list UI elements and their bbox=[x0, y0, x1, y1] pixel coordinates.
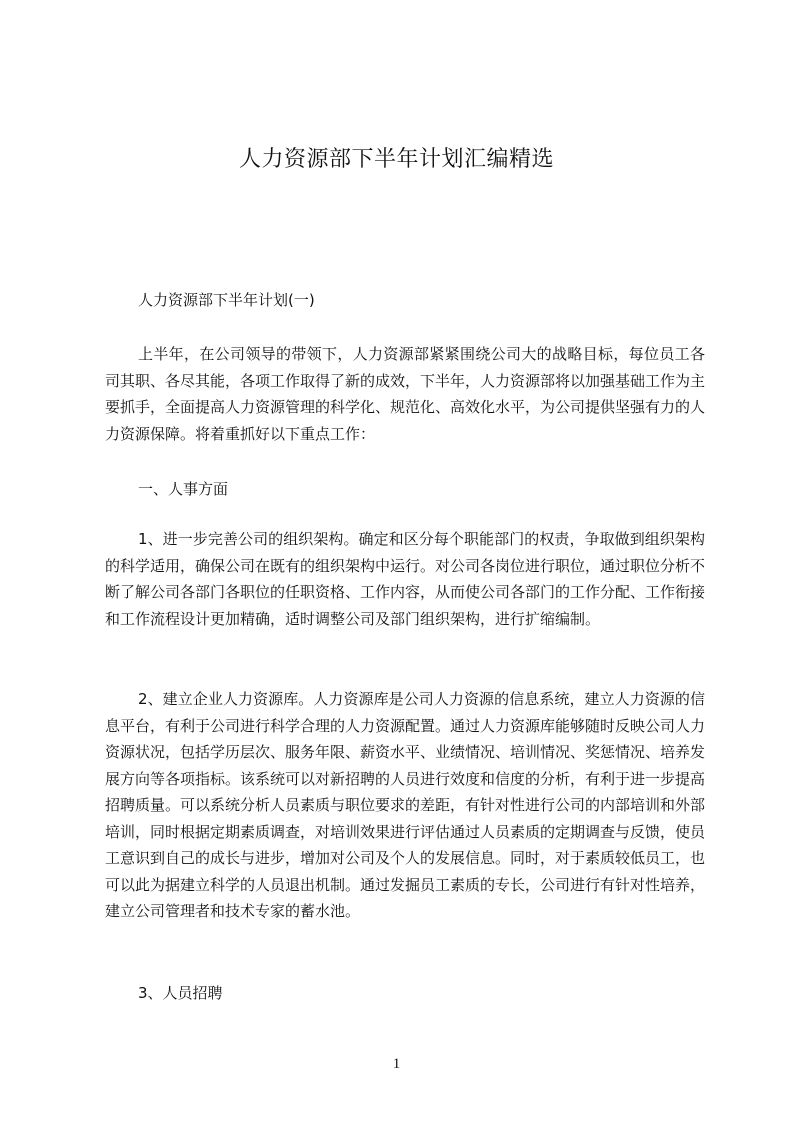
heading-recruitment: 3、人员招聘 bbox=[138, 984, 223, 1002]
heading-personnel: 一、人事方面 bbox=[138, 480, 229, 498]
document-title: 人力资源部下半年计划汇编精选 bbox=[238, 147, 554, 172]
page-number: 1 bbox=[392, 1056, 401, 1072]
intro-paragraph: 上半年，在公司领导的带领下，人力资源部紧紧围绕公司大的战略目标，每位员工各司其职、各尽其能，各项工作取得了新的成效，下半年，人力资源部将以加强基础工作为主要抓手，全面提高人力资源管理的科学化、规范化、高效化水平，为公司提供坚强有力的人力资源保障。将着重抓好以下重点工作： bbox=[105, 345, 706, 443]
paragraph-hr-database: 2、建立企业人力资源库。人力资源库是公司人力资源的信息系统，建立人力资源的信息平台，有利于公司进行科学合理的人力资源配置。通过人力资源库能够随时反映公司人力资源状况，包括学历层次、服务年限、薪资水平、业绩情况、培训情况、奖惩情况、培养发展方向等各项指标。该系统可以对新招聘的人员进行效度和信度的分析，有利于进一步提高招聘质量。可以系统分析人员素质与职位要求的差距，有针对性进行公司的内部培训和外部培训，同时根据定期素质调查，对培训效果进行评估通过人员素质的定期调查与反馈，使员工意识到自己的成长与进步，增加对公司及个人的发展信息。同时，对于素质较低员工，也可以此为据建立科学的人员退出机制。通过发掘员工素质的专长，公司进行有针对性培养，建立公司管理者和技术专家的蓄水池。 bbox=[105, 690, 706, 920]
paragraph-org-structure: 1、进一步完善公司的组织架构。确定和区分每个职能部门的权责，争取做到组织架构的科学适用，确保公司在既有的组织架构中运行。对公司各岗位进行职位，通过职位分析不断了解公司各部门各职位的任职资格、工作内容，从而使公司各部门的工作分配、工作衔接和工作流程设计更加精确，适时调整公司及部门组织架构，进行扩缩编制。 bbox=[105, 530, 706, 628]
section-title: 人力资源部下半年计划(一) bbox=[138, 291, 315, 309]
